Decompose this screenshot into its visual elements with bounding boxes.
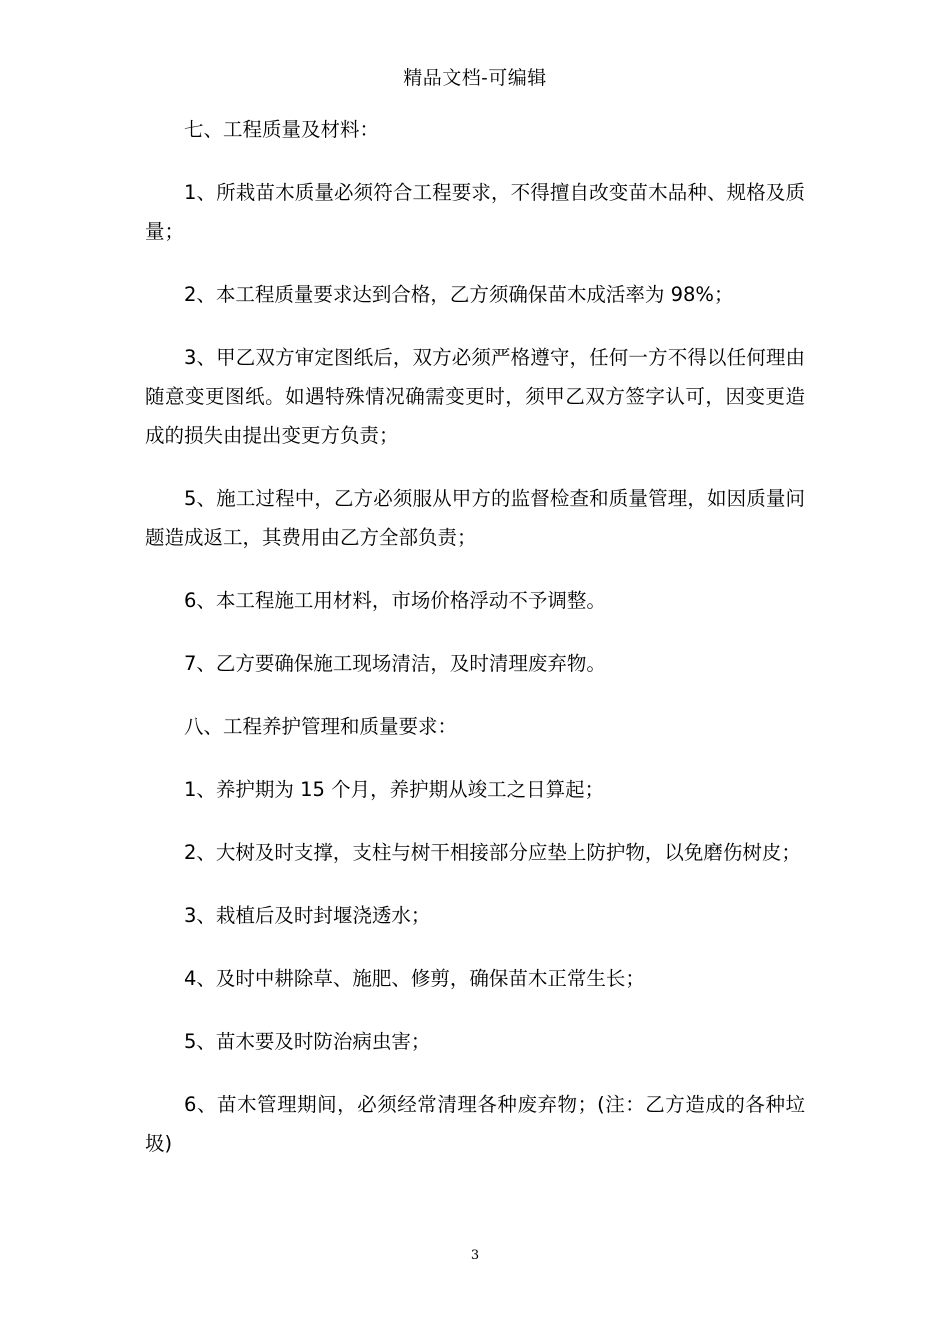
paragraph: 3、甲乙双方审定图纸后，双方必须严格遵守，任何一方不得以任何理由随意变更图纸。如遇特殊情况确需变更时，须甲乙双方签字认可，因变更造成的损失由提出变更方负责； xyxy=(145,346,805,447)
page-number: 3 xyxy=(470,1248,480,1263)
section-heading-7: 七、工程质量及材料： xyxy=(184,118,380,141)
paragraph: 5、苗木要及时防治病虫害； xyxy=(184,1030,431,1053)
paragraph: 7、乙方要确保施工现场清洁，及时清理废弃物。 xyxy=(184,652,606,675)
document-body xyxy=(145,110,805,1187)
paragraph: 6、本工程施工用材料，市场价格浮动不予调整。 xyxy=(184,589,606,612)
section-heading-8: 八、工程养护管理和质量要求： xyxy=(184,715,458,738)
paragraph: 4、及时中耕除草、施肥、修剪，确保苗木正常生长； xyxy=(184,967,645,990)
paragraph: 2、本工程质量要求达到合格，乙方须确保苗木成活率为 98%； xyxy=(184,283,734,306)
paragraph: 1、养护期为 15 个月，养护期从竣工之日算起； xyxy=(184,778,605,801)
page-header: 精品文档-可编辑 xyxy=(403,67,547,89)
paragraph: 3、栽植后及时封堰浇透水； xyxy=(184,904,431,927)
paragraph: 6、苗木管理期间，必须经常清理各种废弃物；(注：乙方造成的各种垃圾) xyxy=(145,1093,805,1155)
paragraph: 5、施工过程中，乙方必须服从甲方的监督检查和质量管理，如因质量问题造成返工，其费用由乙方全部负责； xyxy=(145,487,805,549)
paragraph: 1、所栽苗木质量必须符合工程要求，不得擅自改变苗木品种、规格及质量； xyxy=(145,181,805,243)
paragraph: 2、大树及时支撑，支柱与树干相接部分应垫上防护物，以免磨伤树皮； xyxy=(184,841,801,864)
